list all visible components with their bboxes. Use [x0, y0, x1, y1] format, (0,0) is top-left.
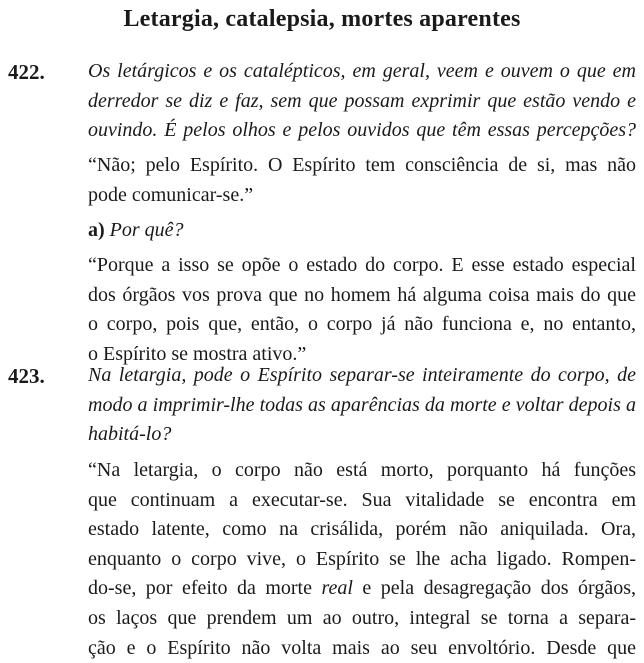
sub-question-label: a) [88, 219, 105, 241]
answer-422-2-line-2: dos órgãos vos prova que no homem há alguma coisa mais do que [88, 283, 636, 306]
question-422-line-1: Os letárgicos e os catalépticos, em geral, veem e ouvem o que em [88, 60, 636, 82]
section-title: Letargia, catalepsia, mortes aparentes [123, 6, 521, 32]
answer-423-line-3: estado latente, como na crisálida, porém não aniquilada. Ora, [88, 518, 636, 541]
answer-423-line-2: que continuam a executar-se. Sua vitalidade se encontra em [88, 488, 636, 511]
answer-422-1-line-2: pode comunicar-se.” [88, 183, 254, 206]
answer-423-line-7: ção e o Espírito não volta mais ao seu envoltório. Desde que [88, 636, 636, 659]
sub-question-text: Por quê? [109, 219, 184, 241]
answer-423-line-6: os laços que prendem um ao outro, integral se torna a separa- [88, 606, 636, 629]
answer-423-line-4: enquanto o corpo vive, o Espírito se lhe acha ligado. Rompen- [88, 547, 636, 570]
answer-422-paragraph-1 [88, 151, 636, 210]
sub-question-a [88, 216, 636, 246]
question-number-423: 423. [8, 364, 45, 388]
question-422-line-3: ouvindo. É pelos olhos e pelos ouvidos que têm essas percepções? [88, 119, 636, 142]
answer-423-line-1: “Na letargia, o corpo não está morto, porquanto há funções [88, 459, 636, 481]
answer-422-2-line-3: o corpo, pois que, então, o corpo já não funciona e, no entanto, [88, 313, 636, 336]
question-423-line-2: modo a imprimir-lhe todas as aparências da morte e voltar depois a [88, 393, 636, 416]
answer-422-2-line-1: “Porque a isso se opõe o estado do corpo. E esse estado especial [88, 254, 636, 276]
answer-422-2-line-4: o Espírito se mostra ativo.” [88, 342, 307, 365]
answer-423-line-5-after: e pela desagregação dos órgãos, [352, 577, 636, 600]
emphasis-real: real [321, 577, 353, 600]
answer-422-paragraph-2 [88, 251, 636, 369]
question-423-line-1: Na letargia, pode o Espírito separar-se inteiramente do corpo, de [88, 364, 636, 386]
question-423-line-3: habitá-lo? [88, 423, 172, 446]
answer-422-1-line-1: “Não; pelo Espírito. O Espírito tem consciência de si, mas não [88, 154, 636, 176]
answer-423-line-5 [88, 574, 636, 604]
question-number-422: 422. [8, 60, 45, 84]
answer-423-paragraph [88, 456, 636, 663]
question-423-text [88, 361, 636, 450]
question-422-line-2: derredor se diz e faz, sem que possam exprimir que estão vendo e [88, 89, 636, 112]
answer-423-line-5-before: do-se, por efeito da morte [88, 577, 322, 600]
question-422-text [88, 57, 636, 146]
